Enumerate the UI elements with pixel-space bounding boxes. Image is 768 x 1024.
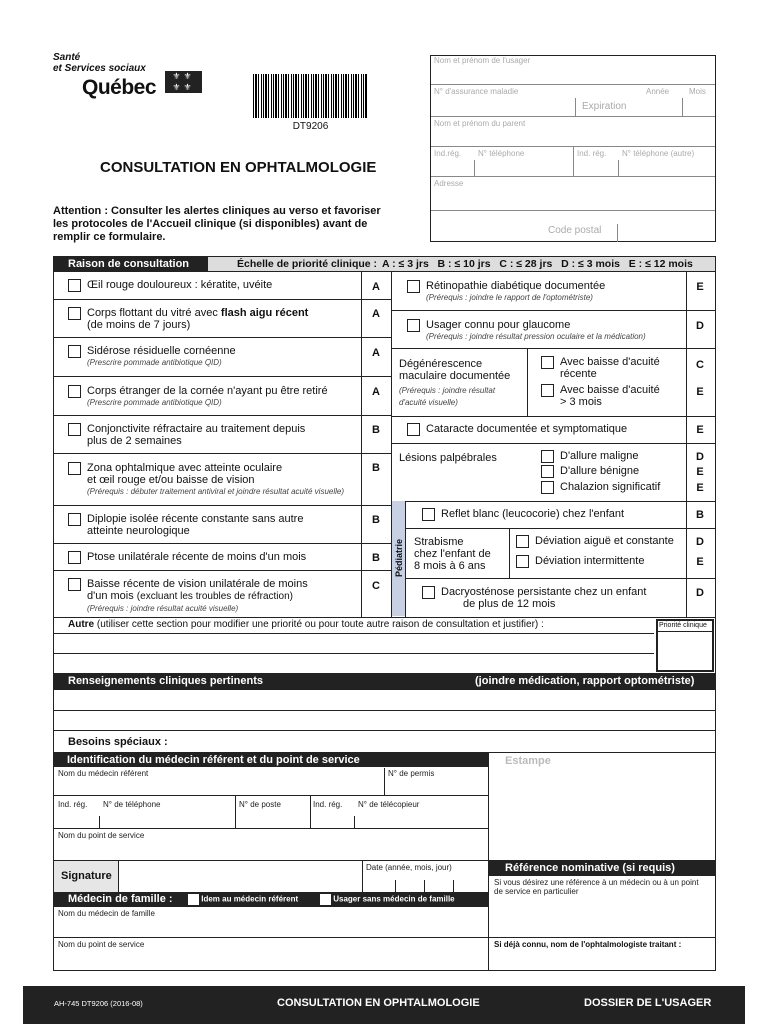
item-vitreous-floater-flash: flash aigu récent [220, 307, 309, 319]
item-vitreous-floater-label: Corps flottant du vitré avec [87, 307, 221, 319]
priority-letter: E [696, 556, 704, 568]
address-label: Adresse [434, 179, 464, 188]
logo-quebec: Québec [82, 76, 157, 99]
other-label: Autre [68, 619, 95, 630]
checkbox-same-as-referrer[interactable] [188, 894, 199, 905]
priority-letter: C [696, 359, 704, 371]
item-foreign-body-label: Corps étranger de la cornée n'ayant pu être retiré [87, 385, 328, 397]
referrer-header: Identification du médecin référent et du point de service [54, 753, 488, 767]
signature-label: Signature [54, 861, 118, 892]
checkbox-acute-deviation[interactable] [516, 535, 529, 548]
item-red-eye-label: Œil rouge douloureux : kératite, uvéite [87, 279, 273, 291]
phone-number-label: N° de téléphone [103, 800, 161, 809]
year-label: Année [646, 87, 670, 96]
option-malignant-label: D'allure maligne [560, 450, 639, 462]
nam-label: N° d'assurance maladie [434, 87, 519, 96]
item-diplopia-label-2: atteinte neurologique [87, 525, 190, 537]
item-strabismus-label: Strabisme [414, 536, 464, 548]
no-family-doctor-label: Usager sans médecin de famille [333, 894, 455, 904]
priority-letter: A [372, 308, 380, 320]
priority-letter: E [696, 386, 704, 398]
priority-letter: E [696, 482, 704, 494]
priority-letter: A [372, 281, 380, 293]
priority-letter: B [372, 462, 380, 474]
checkbox-zona[interactable] [68, 462, 81, 475]
option-macular-3months-label: Avec baisse d'acuité [560, 384, 660, 396]
checkbox-vision-loss[interactable] [68, 578, 81, 591]
item-glaucoma-label: Usager connu pour glaucome [426, 319, 571, 331]
same-as-referrer-label: Idem au médecin référent [201, 894, 299, 904]
priority-letter: D [696, 536, 704, 548]
logo-sante: Santé [53, 52, 81, 63]
checkbox-conjunctivitis[interactable] [68, 423, 81, 436]
special-needs-label: Besoins spéciaux : [68, 736, 168, 748]
stamp-label: Estampe [505, 755, 551, 767]
checkbox-malignant[interactable] [541, 450, 554, 463]
logo [53, 52, 213, 97]
priority-letter: E [696, 281, 704, 293]
priority-letter: D [696, 587, 704, 599]
item-diabetic-retinopathy-label: Rétinopathie diabétique documentée [426, 280, 606, 292]
item-zona-label: Zona ophtalmique avec atteinte oculaire [87, 462, 283, 474]
option-macular-recent-label: Avec baisse d'acuité [560, 356, 660, 368]
item-leukocoria-label: Reflet blanc (leucocorie) chez l'enfant [441, 508, 625, 520]
item-vision-loss-label: Baisse récente de vision unilatérale de moins [87, 578, 308, 590]
checkbox-glaucoma[interactable] [407, 319, 420, 332]
pediatrics-label: Pédiatrie [394, 538, 404, 578]
option-acute-deviation-label: Déviation aiguë et constante [535, 535, 674, 547]
clinical-info-title: Renseignements cliniques pertinents [68, 675, 263, 687]
checkbox-dacryostenosis[interactable] [422, 586, 435, 599]
checkbox-red-eye[interactable] [68, 279, 81, 292]
checkbox-ptosis[interactable] [68, 551, 81, 564]
item-cataract-label: Cataracte documentée et symptomatique [426, 423, 628, 435]
priority-letter: D [696, 320, 704, 332]
checkbox-cataract[interactable] [407, 423, 420, 436]
item-ptosis-label: Ptose unilatérale récente de moins d'un mois [87, 551, 307, 563]
item-vision-loss-excl: (excluant les troubles de réfraction) [136, 591, 293, 602]
patient-name-label: Nom et prénom de l'usager [434, 56, 531, 65]
fax-number-label: N° de télécopieur [358, 800, 420, 809]
priority-letter: B [696, 509, 704, 521]
item-strabismus-label-2: chez l'enfant de [414, 548, 491, 560]
item-diabetic-retinopathy-note: (Prérequis : joindre le rapport de l'optométriste) [426, 293, 593, 302]
item-conjunctivitis-duration: plus de 2 semaines [87, 435, 182, 447]
checkbox-no-family-doctor[interactable] [320, 894, 331, 905]
priority-letter: E [696, 466, 704, 478]
phone-label: N° téléphone [478, 149, 525, 158]
referrer-name-label: Nom du médecin référent [58, 769, 149, 778]
region-code-label: Ind. rég. [58, 800, 88, 809]
other-section-label [68, 619, 544, 630]
item-macular-degeneration [399, 358, 519, 409]
priority-letter: D [696, 451, 704, 463]
item-siderosis-note: (Prescrire pommade antibiotique QID) [87, 358, 222, 367]
option-benign-label: D'allure bénigne [560, 465, 640, 477]
family-doctor-name-label: Nom du médecin de famille [58, 909, 155, 918]
family-doctor-label: Médecin de famille : [68, 893, 173, 905]
priority-letter: A [372, 386, 380, 398]
item-glaucoma-note: (Prérequis : joindre résultat pression oculaire et la médication) [426, 332, 646, 341]
item-strabismus [414, 536, 491, 572]
item-siderosis-label: Sidérose résiduelle cornéenne [87, 345, 236, 357]
priority-letter: C [372, 580, 380, 592]
checkbox-leukocoria[interactable] [422, 508, 435, 521]
clinical-info-join: (joindre médication, rapport optométriste) [475, 675, 695, 687]
reason-header: Raison de consultation [54, 257, 208, 271]
checkbox-diplopia[interactable] [68, 513, 81, 526]
priority-letter: B [372, 514, 380, 526]
footer-title: CONSULTATION EN OPHTALMOLOGIE [277, 997, 480, 1009]
parent-name-label: Nom et prénom du parent [434, 119, 526, 128]
option-macular-recent-label-2: récente [560, 368, 597, 380]
no-family-doctor-option[interactable] [320, 894, 455, 905]
item-macular-label-2: maculaire documentée [399, 370, 511, 382]
option-chalazion-label: Chalazion significatif [560, 481, 661, 493]
item-vision-loss-label-2: d'un mois [87, 590, 134, 602]
other-note: (utiliser cette section pour modifier une priorité ou pour toute autre raison de consultation et justifier) : [96, 619, 544, 630]
checkbox-diabetic-retinopathy[interactable] [407, 280, 420, 293]
item-conjunctivitis-label: Conjonctivite réfractaire au traitement depuis [87, 423, 306, 435]
same-as-referrer-option[interactable] [188, 894, 298, 905]
item-zona-label-2: et œil rouge et/ou baisse de vision [87, 474, 255, 486]
postal-code-label: Code postal [548, 225, 602, 236]
item-macular-note: (Prérequis : joindre résultat d'acuité visuelle) [399, 386, 496, 407]
checkbox-macular-recent[interactable] [541, 356, 554, 369]
attention-text: Attention : Consulter les alertes cliniques au verso et favoriser les protocoles de l'Accueil clinique (si disponibles) avant de remplir ce formulaire. [53, 205, 381, 243]
priority-letter: E [696, 424, 704, 436]
option-macular-3months-label-2: > 3 mois [560, 396, 602, 408]
date-label: Date (année, mois, jour) [366, 863, 452, 872]
expiration-label: Expiration [582, 101, 627, 112]
region-code-label: Ind.rég. [434, 149, 462, 158]
footer-dossier: DOSSIER DE L'USAGER [584, 997, 712, 1009]
item-dacryostenosis-label-2: de plus de 12 mois [463, 598, 556, 610]
item-dacryostenosis-label: Dacryosténose persistante chez un enfant [441, 586, 647, 598]
checkbox-macular-3months[interactable] [541, 384, 554, 397]
form-title: CONSULTATION EN OPHTALMOLOGIE [100, 159, 377, 176]
region-code-2-label: Ind. rég. [577, 149, 607, 158]
nominative-ref-desc: Si vous désirez une référence à un médecin ou à un point de service en particulier [494, 878, 699, 896]
item-zona-note: (Prérequis : débuter traitement antiviral et joindre résultat acuité visuelle) [87, 487, 345, 496]
month-label: Mois [689, 87, 706, 96]
known-ophthalmologist-label: Si déjà connu, nom de l'ophtalmologiste traitant : [494, 940, 682, 949]
service-point-2-label: Nom du point de service [58, 940, 145, 949]
priority-scale-label: Échelle de priorité clinique : [237, 258, 378, 270]
item-vision-loss-note: (Prérequis : joindre résultat acuité visuelle) [87, 604, 239, 613]
item-strabismus-label-3: 8 mois à 6 ans [414, 560, 486, 572]
logo-services: et Services sociaux [53, 63, 146, 74]
priority-letter: B [372, 424, 380, 436]
item-diplopia-label: Diplopie isolée récente constante sans autre [87, 513, 304, 525]
service-point-label: Nom du point de service [58, 831, 145, 840]
barcode [253, 74, 368, 118]
item-foreign-body-note: (Prescrire pommade antibiotique QID) [87, 398, 222, 407]
priority-letter: A [372, 347, 380, 359]
priority-scale: A : ≤ 3 jrs B : ≤ 10 jrs C : ≤ 28 jrs D : ≤ 3 mois E : ≤ 12 mois [382, 258, 693, 270]
footer-code: AH-745 DT9206 (2016-08) [54, 999, 143, 1008]
fleur-de-lys-flag-icon: ⚜⚜ ⚜⚜ [165, 71, 202, 93]
clinical-priority-label: Priorité clinique [659, 622, 707, 629]
barcode-label: DT9206 [292, 121, 329, 132]
checkbox-chalazion[interactable] [541, 481, 554, 494]
item-eyelid-lesions: Lésions palpébrales [399, 452, 497, 464]
nominative-ref-header: Référence nominative (si requis) [489, 861, 715, 876]
item-vitreous-floater-duration: (de moins de 7 jours) [87, 319, 191, 331]
option-intermittent-deviation-label: Déviation intermittente [535, 555, 645, 567]
item-macular-label: Dégénérescence [399, 358, 483, 370]
extension-label: N° de poste [239, 800, 281, 809]
checkbox-siderosis[interactable] [68, 345, 81, 358]
fax-region-code-label: Ind. rég. [313, 800, 343, 809]
phone-other-label: N° téléphone (autre) [622, 149, 695, 158]
checkbox-intermittent-deviation[interactable] [516, 555, 529, 568]
checkbox-foreign-body[interactable] [68, 385, 81, 398]
license-label: N° de permis [388, 769, 435, 778]
checkbox-vitreous-floater[interactable] [68, 307, 81, 320]
priority-letter: B [372, 552, 380, 564]
checkbox-benign[interactable] [541, 465, 554, 478]
